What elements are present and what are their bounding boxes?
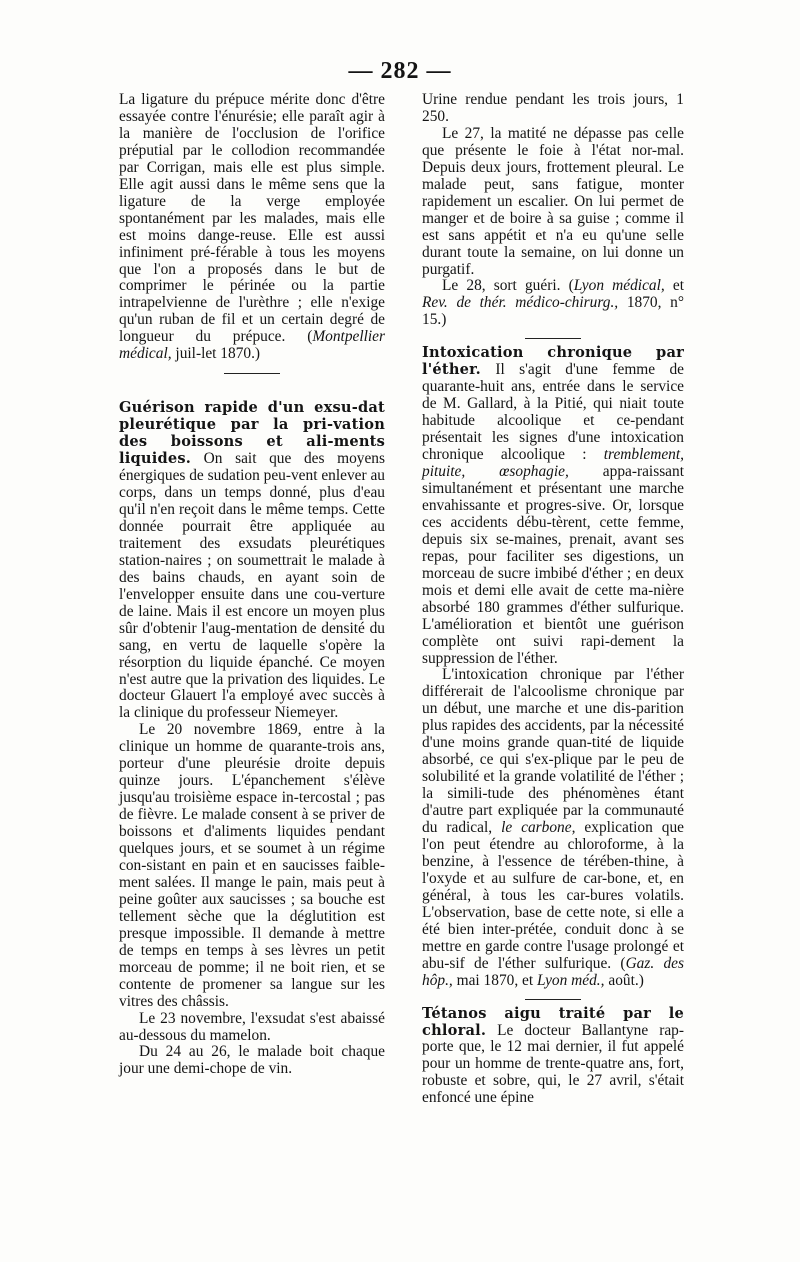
source-citation: Gaz. des hôp.,: [422, 954, 685, 989]
source-citation: Lyon médical,: [573, 277, 665, 295]
paragraph-text: explication que l'on peut étendre au chloroforme, à la benzine, à l'essence de térében-thine, à l'oxyde et au sulfure de car-bone, et, en général, à tous les car-bures volatils. L'observation, base de cette note, si elle a été bien inter-prétée, conduit donc à se mettre en garde contre l'usage prolongé et abu-sif de l'éther sulfurique. (: [422, 819, 684, 972]
paragraph: Le 20 novembre 1869, entre à la clinique un homme de quarante-trois ans, porteur d'une pleurésie droite depuis quinze jours. L'épanchement s'élève jusqu'au troisième espace in-tercostal ; pas de fièvre. Le malade consent à se priver de boissons et d'aliments liquides pendant quelques jours, et se soumet à un régime con-sistant en pain et en saucisses faible-ment salées. Il mange le pain, mais peut à peine goûter aux saucisses ; sa bouche est tellement sèche que la déglutition est presque impossible. Il demande à mettre de temps en temps à ses lèvres un petit morceau de pomme; il ne boit rien, et se contente de promener sa langue sur les vitres des châssis.: [119, 721, 385, 1010]
paragraph-text: Le docteur Ballantyne rap-porte que, le 12 mai dernier, il fut appelé pour un homme de trente-quatre ans, fort, robuste et sobre, qui, le 27 avril, s'était enfoncé une épine: [422, 1021, 684, 1107]
paragraph-text: On sait que des moyens énergiques de sudation peu-vent enlever au corps, dans un temps donné, plus d'eau qu'il n'en reçoit dans le même temps. Cette donnée pourrait être appliquée au traitement des exsudats pleurétiques station-naires ; on soumettrait le malade à des bains chauds, en ayant soin de l'envelopper ensuite dans une cou-verture de laine. Mais il est encore un moyen plus sûr d'obtenir l'aug-mentation de densité du sang, en vertu de laquelle s'opère la résorption du liquide épanché. Ce moyen n'est autre que la privation des liquides. Le docteur Glauert l'a employé avec succès à la clinique du professeur Niemeyer.: [119, 450, 385, 722]
source-citation: Lyon méd.,: [537, 971, 605, 989]
paragraph: [422, 667, 684, 989]
paragraph-text: Le 28, sort guéri. (: [442, 277, 574, 295]
citation-date: août.): [604, 971, 644, 989]
italic-text: tremblement, pituite, œsophagie,: [422, 446, 684, 481]
source-citation: Montpellier médical,: [119, 328, 385, 363]
italic-text: le carbone,: [501, 819, 576, 837]
paragraph-text: et: [664, 277, 684, 295]
right-column: [422, 92, 684, 1107]
article-tetanos: [422, 1006, 684, 1108]
paragraph-text: mai 1870, et: [452, 971, 537, 989]
paragraph-text: Il s'agit d'une femme de quarante-huit ans, entrée dans le service de M. Gallard, à la Pitié, qui niait toute habitude alcoolique et ce-pendant présentait les signes d'une intoxication chronique alcoolique :: [422, 361, 684, 464]
paragraph-text: L'intoxication chronique par l'éther différerait de l'alcoolisme chronique par un début, une marche et une dis-parition plus rapides des accidents, par la nécessité d'une moins grande quan-tité de liquide absorbé, ce qui s'ex-plique par le peu de solubilité et la grande volatilité de l'éther ; la simili-tude des phénomènes étant d'autre part expliquée par la communauté du radical,: [422, 666, 684, 837]
citation-date: 1870, n° 15.): [422, 294, 684, 329]
source-citation: Rev. de thér. médico-chirurg.,: [422, 294, 619, 312]
paragraph-text: appa-raissant simultanément et présentant une marche envahissante et progres-sive. Or, lorsque ces accidents débu-tèrent, cette femme, depuis six se-maines, prenait, avant ses repas, pour faciliter ses digestions, un morceau de sucre imbibé d'éther ; en deux mois et demi elle avait de cette ma-nière absorbé 180 grammes d'éther sulfurique. L'amélioration et bientôt une guérison complète ont suivi rapi-dement la suppression de l'éther.: [422, 463, 684, 667]
article-title: Guérison rapide d'un exsu-dat pleurétique par la pri-vation des boissons et ali-ments liquides.: [119, 399, 385, 468]
section-divider: [525, 338, 581, 339]
citation-paragraph: [422, 278, 684, 329]
paragraph-text: La ligature du prépuce mérite donc d'être essayée contre l'énurésie; elle paraît agir à la manière de l'occlusion de l'orifice préputial par le collodion recommandée par Corrigan, mais elle est plus simple. Elle agit aussi dans le même sens que la ligature de la verge employée spontanément par les malades, mais elle est moins dange-reuse. Elle est aussi infiniment pré-férable à tous les moyens que l'on a proposés dans le but de comprimer le périnée ou la partie intrapelvienne de l'urèthre ; elle n'exige qu'un ruban de fil et un certain degré de longueur du prépuce. (: [119, 91, 385, 346]
paragraph: Le 23 novembre, l'exsudat s'est abaissé au-dessous du mamelon.: [119, 1009, 385, 1044]
paragraph: Le 27, la matité ne dépasse pas celle que présente le foie à l'état nor-mal. Depuis deux jours, frottement pleural. Le malade peut, sans fatigue, monter rapidement un escalier. On lui permet de manger et de boire à sa guise ; comme il est sans appétit et n'a eu qu'une selle durant toute la semaine, on lui donne un purgatif.: [422, 124, 684, 278]
section-divider: [525, 999, 581, 1000]
left-column: [119, 92, 385, 1078]
page-number: — 282 —: [348, 58, 452, 84]
article-title: Tétanos aigu traité par le chloral.: [422, 1004, 684, 1039]
paragraph: Urine rendue pendant les trois jours, 1 250.: [422, 91, 684, 125]
montpellier-paragraph: [119, 92, 385, 363]
paragraph: Du 24 au 26, le malade boit chaque jour une demi-chope de vin.: [119, 1043, 385, 1078]
section-divider: [224, 373, 280, 374]
article-ether: [422, 345, 684, 667]
article-title: Intoxication chronique par l'éther.: [422, 344, 684, 379]
article-pleuresie: [119, 400, 385, 722]
citation-date: juil-let 1870.): [171, 345, 261, 363]
